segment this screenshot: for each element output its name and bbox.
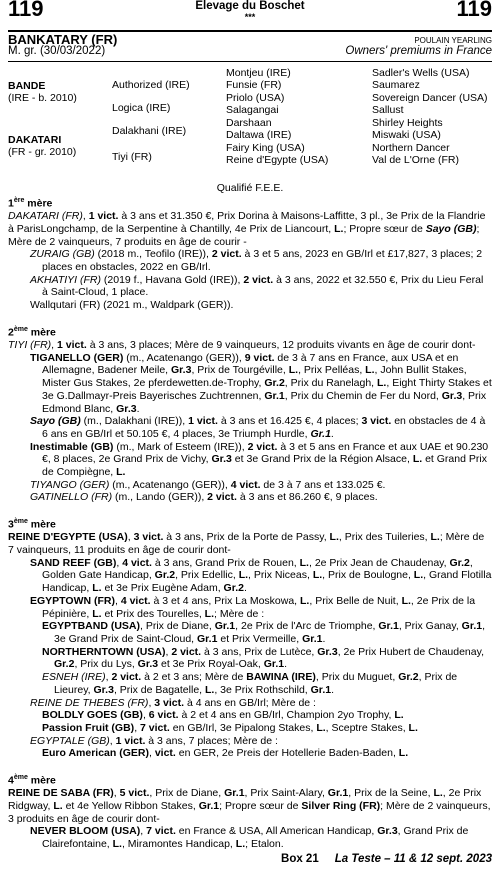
gen3-entry: Reine d'Egypte (USA) — [226, 154, 329, 166]
produce-entry: Wallqutari (FR) (2021 m., Waldpark (GER)). — [30, 299, 234, 312]
gen4-entry: Val de L'Orne (FR) — [372, 154, 460, 166]
dam-heading: 1ère mère — [8, 197, 53, 210]
gen3-entry: Fairy King (USA) — [226, 142, 305, 154]
dam-name: DAKATARI — [8, 134, 62, 146]
gen4-entry: Sallust — [372, 104, 404, 116]
lot-number-left: 119 — [8, 0, 44, 21]
dam-entry: TIYI (FR), 1 vict. à 3 ans, 3 places; Mère de 9 vainqueurs, 12 produits vivants en âge de courir dont- — [8, 339, 476, 352]
name-rule — [8, 61, 492, 62]
gen3-entry: Montjeu (IRE) — [226, 67, 291, 79]
produce-entry: ESNEH (IRE), 2 vict. à 2 et 3 ans; Mère de BAWINA (IRE), Prix du Muguet, Gr.2, Prix de Lieurey, Gr.3, Prix de Bagatelle, L., 3e Prix Rothschild, Gr.1. — [42, 671, 458, 696]
owners-premium-note: Owners' premiums in France — [345, 45, 492, 57]
produce-entry: BOLDLY GOES (GB), 6 vict. à 2 et 4 ans en GB/Irl, Champion 2yo Trophy, L. — [42, 709, 404, 722]
header — [8, 0, 492, 26]
sire-description: (IRE - b. 2010) — [8, 92, 77, 104]
dam-entry: REINE DE SABA (FR), 5 vict., Prix de Diane, Gr.1, Prix Saint-Alary, Gr.1, Prix de la Seine, L., 2e Prix Ridgway, L. et 4e Yellow Ribbon Stakes, Gr.1; Propre sœur de Silver Ring (FR); Mère de 2 vainqueurs, 3 produits en âge de courir dont- — [8, 787, 491, 825]
produce-entry: EGYPTOWN (FR), 4 vict. à 3 et 4 ans, Prix La Moskowa, L., Prix Belle de Nuit, L., 2e Prix de la Pépinière, L. et Prix des Tourelles, L.; Mère de : — [30, 594, 476, 620]
produce-entry: Euro American (GER), vict. en GER, 2e Preis der Hotellerie Baden-Baden, L. — [42, 747, 409, 760]
gen2-entry: Tiyi (FR) — [112, 151, 152, 163]
dam-heading: 3ème mère — [8, 518, 56, 531]
produce-entry: TIYANGO (GER) (m., Acatenango (GER)), 4 vict. de 3 à 7 ans et 133.025 €. — [30, 478, 386, 491]
produce-entry: REINE DE THEBES (FR), 3 vict. à 4 ans en GB/Irl; Mère de : — [30, 696, 316, 709]
produce-entry: Passion Fruit (GB), 7 vict. en GB/Irl, 3e Pipalong Stakes, L., Sceptre Stakes, L. — [42, 721, 418, 734]
footer — [281, 853, 492, 865]
dam-description: (FR - gr. 2010) — [8, 146, 77, 158]
lot-number-right: 119 — [456, 0, 492, 21]
produce-entry: ZURAIG (GB) (2018 m., Teofilo (IRE)), 2 vict. à 3 et 5 ans, 2023 en GB/Irl et £17,827, 3 places; 2 places en obstacles, 2022 en GB/Irl. — [30, 248, 483, 274]
horse-line — [8, 32, 492, 60]
box-number: Box 21 — [281, 853, 319, 865]
produce-entry: GATINELLO (FR) (m., Lando (GER)), 2 vict. à 3 ans et 86.260 €, 9 places. — [30, 491, 378, 504]
produce-entry: Sayo (GB) (m., Dalakhani (IRE)), 1 vict. à 3 ans et 16.425 €, 4 places; 3 vict. en obstacles de 4 à 6 ans en GB/Irl et 50.105 €, 4 places, 3e Triumph Hurdle, Gr.1. — [30, 415, 486, 440]
qualification-note: Qualifié F.E.E. — [216, 182, 284, 194]
gen4-entry: Sadler's Wells (USA) — [372, 67, 470, 79]
pedigree-table — [8, 68, 494, 174]
produce-entry: TIGANELLO (GER) (m., Acatenango (GER)), 9 vict. de 3 à 7 ans en France, aux USA et en Allemagne, Badener Meile, Gr.3, Prix de Tourgéville, L., Prix Pelléas, L., John Bullit Stakes, Mister Gus Stakes, 2e pferdewetten.de-Trophy, Gr.2, Prix du Ranelagh, L., Eight Thirty Stakes et 3e G.Dallmayr-Preis Bayerisches Zuchtrennen, Gr.1, Prix du Chemin de Fer du Nord, Gr.3, Prix Edmond Blanc, Gr.3. — [30, 351, 492, 415]
gen4-entry: Miswaki (USA) — [372, 129, 441, 141]
gen2-entry: Authorized (IRE) — [112, 79, 190, 91]
dam-heading: 4ème mère — [8, 774, 56, 787]
sale-location-date: La Teste – 11 & 12 sept. 2023 — [334, 853, 492, 865]
horse-description: M. gr. (30/03/2022) — [8, 45, 106, 57]
sire-name: BANDE — [8, 80, 46, 92]
gen4-entry: Northern Dancer — [372, 142, 450, 154]
gen4-entry: Sovereign Dancer (USA) — [372, 92, 488, 104]
gen3-entry: Funsie (FR) — [226, 79, 282, 91]
horse-name: BANKATARY (FR) — [8, 32, 118, 47]
dam-heading: 2ème mère — [8, 325, 56, 339]
dam-entry: DAKATARI (FR), 1 vict. à 3 ans et 31.350 €, Prix Dorina à Maisons-Laffitte, 3 pl., 3e Prix de la Flandrie à ParisLongchamp, de la Serpentine à Chantilly, 4e Prix de Liancourt, L.; Propre sœur de Sayo (GB); Mère de 2 vainqueurs, 7 produits en âge de courir - — [8, 210, 486, 248]
dam-entry: REINE D'EGYPTE (USA), 3 vict. à 3 ans, Prix de la Porte de Passy, L., Prix des Tuileries, L.; Mère de 7 vainqueurs, 11 produits en âge de courir dont- — [8, 531, 485, 557]
produce-entry: EGYPTBAND (USA), Prix de Diane, Gr.1, 2e Prix de l'Arc de Triomphe, Gr.1, Prix Ganay, Gr.1, 3e Grand Prix de Saint-Cloud, Gr.1 et Prix Vermeille, Gr.1. — [42, 620, 486, 645]
produce-entry: SAND REEF (GB), 4 vict. à 3 ans, Grand Prix de Rouen, L., 2e Prix Jean de Chaudenay, Gr.2, Golden Gate Handicap, Gr.2, Prix Edellic, L., Prix Niceas, L., Prix de Boulogne, L., Grand Flotilla Handicap, L. et 3e Prix Eugène Adam, Gr.2. — [30, 556, 492, 595]
consignor — [8, 1, 492, 23]
gen3-entry: Darshaan — [226, 117, 272, 129]
gen3-entry: Priolo (USA) — [226, 92, 285, 104]
gen3-entry: Daltawa (IRE) — [226, 129, 292, 141]
produce-entry: NEVER BLOOM (USA), 7 vict. en France & USA, All American Handicap, Gr.3, Grand Prix de Clairefontaine, L., Miramontes Handicap, L.; Etalon. — [30, 825, 469, 851]
gen2-entry: Dalakhani (IRE) — [112, 125, 187, 137]
produce-entry: Inestimable (GB) (m., Mark of Esteem (IRE)), 2 vict. à 3 et 5 ans en France et aux UAE et 90.230 €, 8 places, 2e Grand Prix de Vichy, Gr.3 et 3e Grand Prix de la Région Alsace, L. et Grand Prix de Compiègne, L. — [30, 440, 489, 479]
produce-record — [8, 193, 492, 851]
produce-entry: AKHATIYI (FR) (2019 f., Havana Gold (IRE)), 2 vict. à 3 ans, 2022 et 32.550 €, Prix du Lieu Feral à Saint-Cloud, 1 place. — [30, 273, 484, 299]
produce-entry: EGYPTALE (GB), 1 vict. à 3 ans, 7 places; Mère de : — [30, 734, 278, 747]
gen3-entry: Salagangai — [226, 104, 279, 116]
gen4-entry: Shirley Heights — [372, 117, 443, 129]
consignor-name: Elevage du Boschet — [195, 0, 305, 12]
category-label: POULAIN YEARLING — [414, 36, 492, 45]
gen2-entry: Logica (IRE) — [112, 102, 171, 114]
produce-entry: NORTHERNTOWN (USA), 2 vict. à 3 ans, Prix de Lutèce, Gr.3, 2e Prix Hubert de Chaudenay, Gr.2, Prix du Lys, Gr.3 et 3e Prix Royal-Oak, Gr.1. — [42, 645, 484, 671]
gen4-entry: Saumarez — [372, 79, 420, 91]
consignor-stars: *** — [244, 12, 256, 22]
